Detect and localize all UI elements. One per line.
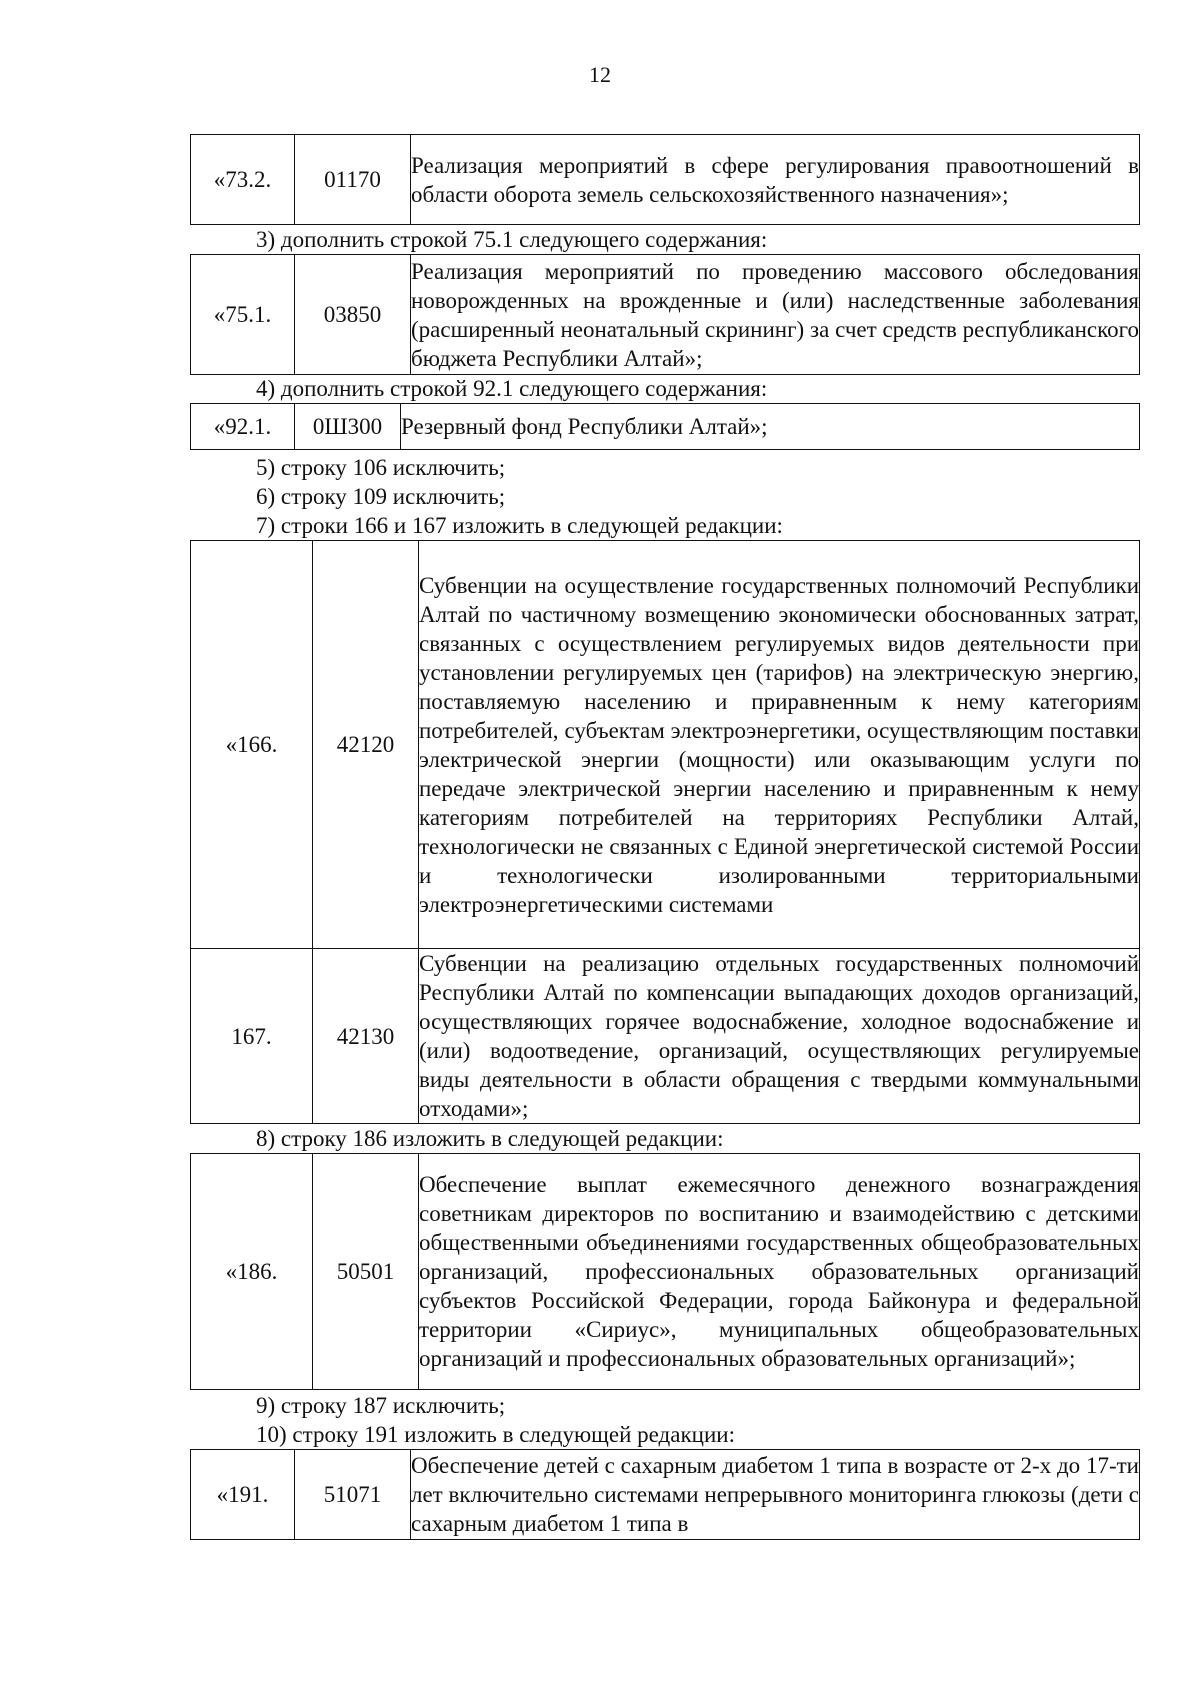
- instruction-9: 9) строку 187 исключить;: [256, 1393, 506, 1418]
- table-row-75-1: [190, 254, 1140, 375]
- row-number: «191.: [191, 1450, 295, 1540]
- row-description: Обеспечение детей с сахарным диабетом 1 типа в возрасте от 2-х до 17-ти лет включительно системами непрерывного мониторинга глюкозы (дети с сахарным диабетом 1 типа в: [411, 1450, 1140, 1540]
- row-number: «186.: [191, 1154, 313, 1390]
- instruction-3: 3) дополнить строкой 75.1 следующего содержания:: [256, 227, 768, 252]
- row-description: Обеспечение выплат ежемесячного денежного вознаграждения советникам директоров по воспитанию и взаимодействию с детскими общественными объединениями государственных общеобразовательных организаций, профессиональных образовательных организаций субъектов Российской Федерации, города Байконура и федеральной территории «Сириус», муниципальных общеобразовательных организаций и профессиональных образовательных организаций»;: [419, 1154, 1140, 1390]
- row-description: Реализация мероприятий по проведению массового обследования новорожденных на врожденные и (или) наследственные заболевания (расширенный неонатальный скрининг) за счет средств республиканского бюджета Республики Алтай»;: [411, 255, 1140, 375]
- instruction-5: 5) строку 106 исключить;: [256, 455, 506, 480]
- row-code: 42120: [313, 541, 419, 949]
- table-row: [191, 541, 1140, 949]
- row-code: 51071: [295, 1450, 411, 1540]
- table-rows-166-167: [190, 540, 1140, 1124]
- row-number: 167.: [191, 949, 313, 1124]
- page-number: 12: [589, 62, 611, 87]
- row-description: Резервный фонд Республики Алтай»;: [401, 404, 1140, 450]
- row-code: 42130: [313, 949, 419, 1124]
- table-row-73-2: [190, 134, 1140, 225]
- row-code: 03850: [295, 255, 411, 375]
- instruction-8: 8) строку 186 изложить в следующей редакции:: [256, 1126, 724, 1151]
- row-number: «92.1.: [191, 404, 295, 450]
- table-row: [191, 949, 1140, 1124]
- instruction-4: 4) дополнить строкой 92.1 следующего содержания:: [256, 376, 768, 401]
- row-code: 01170: [295, 135, 411, 225]
- row-code: 50501: [313, 1154, 419, 1390]
- row-number: «75.1.: [191, 255, 295, 375]
- instruction-7: 7) строки 166 и 167 изложить в следующей редакции:: [256, 513, 783, 538]
- row-description: Субвенции на осуществление государственных полномочий Республики Алтай по частичному возмещению экономически обоснованных затрат, связанных с осуществлением регулируемых видов деятельности при установлении регулируемых цен (тарифов) на электрическую энергию, поставляемую населению и приравненным к нему категориям потребителей, субъектам электроэнергетики, осуществляющим поставки электрической энергии (мощности) или оказывающим услуги по передаче электрической энергии населению и приравненным к нему категориям потребителей на территориях Республики Алтай, технологически не связанных с Единой энергетической системой России и технологически изолированными территориальными электроэнергетическими системами: [419, 541, 1140, 949]
- row-description: Реализация мероприятий в сфере регулирования правоотношений в области оборота земель сельскохозяйственного назначения»;: [411, 135, 1140, 225]
- table-row-186: [190, 1153, 1140, 1390]
- row-code: 0Ш300: [295, 404, 401, 450]
- table-row-92-1: [190, 403, 1140, 450]
- instruction-6: 6) строку 109 исключить;: [256, 484, 506, 509]
- instruction-10: 10) строку 191 изложить в следующей редакции:: [256, 1422, 735, 1447]
- table-row-191: [190, 1449, 1140, 1540]
- row-description: Субвенции на реализацию отдельных государственных полномочий Республики Алтай по компенсации выпадающих доходов организаций, осуществляющих горячее водоснабжение, холодное водоснабжение и (или) водоотведение, организаций, осуществляющих регулируемые виды деятельности в области обращения с твердыми коммунальными отходами»;: [419, 949, 1140, 1124]
- row-number: «73.2.: [191, 135, 295, 225]
- row-number: «166.: [191, 541, 313, 949]
